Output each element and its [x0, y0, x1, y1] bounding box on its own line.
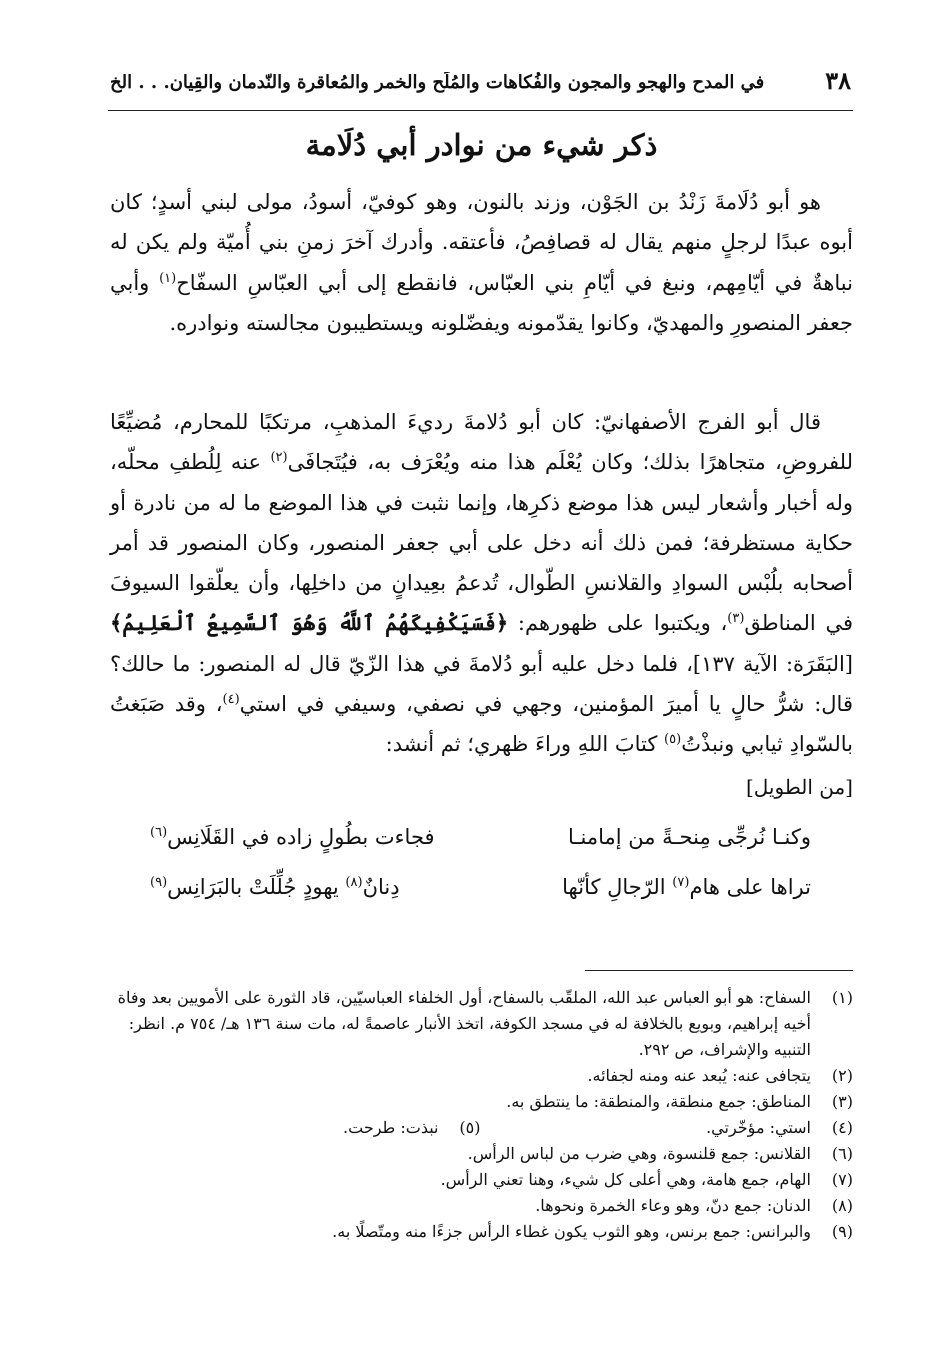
footnote-rule	[585, 970, 853, 971]
paragraph-text: ، وقد صَبَغتُ بالسّوادِ ثيابي ونبذْتُ	[110, 692, 853, 757]
hemistich-text: تراها على هام	[689, 875, 811, 899]
footnote-number: (٦)	[831, 1144, 853, 1163]
footnote-4	[481, 1115, 854, 1141]
hemistich-first: وكنـا نُرجِّى مِنحـةً من إمامنـا	[567, 825, 811, 849]
footnote-ref-7: (٧)	[672, 875, 690, 890]
hemistich-text: يهودٍ جُلِّلَتْ بالبَرَانِس	[167, 875, 346, 899]
footnote-3	[108, 1089, 853, 1115]
poem-verse	[150, 875, 811, 915]
footnote-1	[108, 985, 853, 1063]
footnote-number: (٤)	[831, 1118, 853, 1137]
header-rule	[108, 110, 853, 111]
paragraph-text: عنه لِلُطفِ محلّه، وله أخبار وأشعار ليس هذا موضع ذكرِها، وإنما نثبت في هذا الموضع ما له من نادرة أو حكاية مستظرفة؛ فمن ذلك أنه دخل على أبي جعفر المنصور، وكان المنصور قد أمر أصحابه بلُبْس السوادِ والقلانسِ الطّوال، تُدعمُ بعِيدانٍ من داخلِها، وأن يعلّقوا السيوفَ في المناطق	[110, 450, 853, 636]
footnote-text: يتجافى عنه: يُبعد عنه ومنه لجفائه.	[587, 1066, 811, 1085]
footnote-text: القلانس: جمع قلنسوة، وهي ضرب من لباس الرأس.	[467, 1144, 811, 1163]
footnote-ref-4: (٤)	[222, 692, 240, 708]
footnote-row	[108, 1115, 853, 1141]
footnote-ref-9: (٩)	[150, 875, 168, 890]
footnote-ref-1: (١)	[159, 270, 177, 286]
footnote-ref-5: (٥)	[664, 732, 682, 748]
footnote-ref-3: (٣)	[727, 611, 745, 627]
hemistich-text: دِنانٌ	[362, 875, 400, 899]
footnote-ref-2: (٢)	[270, 450, 288, 466]
footnote-number: (٧)	[831, 1170, 853, 1189]
paragraph-anecdote	[110, 402, 853, 765]
footnote-7	[108, 1167, 853, 1193]
page-number: ٣٨	[825, 66, 851, 95]
poem-verse	[150, 825, 811, 865]
quran-verse: ﴿فَسَيَكْفِيكَهُمُ ٱللَّهُ وَهُوَ ٱلسَّمِيعُ ٱلْعَلِيمُ﴾	[110, 610, 509, 636]
paragraph-text: ، فلما دخل عليه أبو دُلامةَ في هذا الزّيّ قال له المنصور: ما حالك؟ قال: شرُّ حالٍ يا أميرَ المؤمنين، وجهي في نصفي، وسيفي في استي	[110, 651, 853, 717]
footnote-ref-6: (٦)	[150, 825, 168, 840]
footnote-number: (٢)	[831, 1066, 853, 1085]
quran-citation: [البَقَرَة: الآية ١٣٧]	[692, 651, 853, 676]
hemistich-text: فجاءت بطُولٍ زاده في القَلَانِس	[167, 825, 435, 849]
hemistich-first	[562, 875, 811, 899]
footnote-number: (٥)	[459, 1118, 481, 1137]
footnote-5	[108, 1115, 481, 1141]
footnote-number: (٨)	[831, 1196, 853, 1215]
footnote-number: (٣)	[831, 1092, 853, 1111]
footnote-number: (١)	[831, 988, 853, 1007]
paragraph-text: كتابَ اللهِ وراءَ ظهري؛ ثم أنشد:	[385, 732, 665, 757]
footnote-2	[108, 1063, 853, 1089]
chapter-title: ذكر شيء من نوادر أبي دُلَامة	[305, 128, 658, 162]
hemistich-text: الرّجالِ كأنّها	[562, 875, 673, 899]
hemistich-second	[150, 875, 400, 899]
paragraph-text: وأبي جعفر المنصورِ والمهديّ، وكانوا يقدّمونه ويفضّلونه ويستطيبون مجالسته ونوادره.	[110, 270, 853, 335]
footnote-text: والبرانس: جمع برنس، وهو الثوب يكون غطاء الرأس جزءًا منه ومتّصلًا به.	[332, 1222, 811, 1241]
poem-meter: [من الطويل]	[745, 775, 853, 799]
running-header	[110, 62, 851, 102]
footnote-text: السفاح: هو أبو العباس عبد الله، الملقّب بالسفاح، أول الخلفاء العباسيّين، قاد الثورة على الأمويين بعد وفاة أخيه إبراهيم، وبويع بالخلافة له في مسجد الكوفة، اتخذ الأنبار عاصمةً له، مات سنة ١٣٦ هـ/ ٧٥٤ م. انظر: التنبيه والإشراف، ص ٢٩٢.	[117, 988, 811, 1059]
paragraph-text: هو أبو دُلَامةَ زَنْدُ بن الجَوْن، وزند بالنون، وهو كوفيّ، أسودُ، مولى لبني أسدٍ؛ كان أبوه عبدًا لرجلٍ منهم يقال له قصافِصُ، فأعتقه. وأدرك آخرَ زمنِ بني أُميّة ولم يكن له نباهةٌ في أيّامِهم، ونبغ في أيّامِ بني العبّاس، فانقطع إلى أبي العبّاسِ السفّاح	[110, 190, 853, 295]
footnote-6	[108, 1141, 853, 1167]
footnote-ref-8: (٨)	[345, 875, 363, 890]
footnote-9	[108, 1219, 853, 1245]
footnote-text: الدنان: جمع دنّ، وهو وعاء الخمرة ونحوها.	[535, 1196, 811, 1215]
footnote-text: المناطق: جمع منطقة، والمنطقة: ما ينتطق به.	[506, 1092, 811, 1111]
running-title: في المدح والهجو والمجون والفُكاهات والمُلَح والخمر والمُعاقرة والنّدمان والقِيان. . . الخ	[110, 72, 765, 93]
footnote-text: نبذت: طرحت.	[343, 1118, 439, 1137]
footnote-text: الهام، جمع هامة، وهي أعلى كل شيء، وهنا تعني الرأس.	[440, 1170, 811, 1189]
footnote-8	[108, 1193, 853, 1219]
paragraph-text: قال أبو الفرج الأصفهانيّ: كان أبو دُلامةَ رديءَ المذهبِ، مرتكبًا للمحارم، مُضيِّعًا للفروضِ، متجاهرًا بذلك؛ وكان يُعْلَم هذا منه ويُعْرَف به، فيُتَجافَى	[110, 410, 853, 475]
paragraph-text: ، ويكتبوا على ظهورهم:	[508, 611, 728, 636]
hemistich-second	[150, 825, 435, 849]
footnote-number: (٩)	[831, 1222, 853, 1241]
paragraph-intro	[110, 182, 853, 343]
footnote-text: استي: مؤخّرتي.	[706, 1118, 811, 1137]
footnotes	[108, 985, 853, 1245]
